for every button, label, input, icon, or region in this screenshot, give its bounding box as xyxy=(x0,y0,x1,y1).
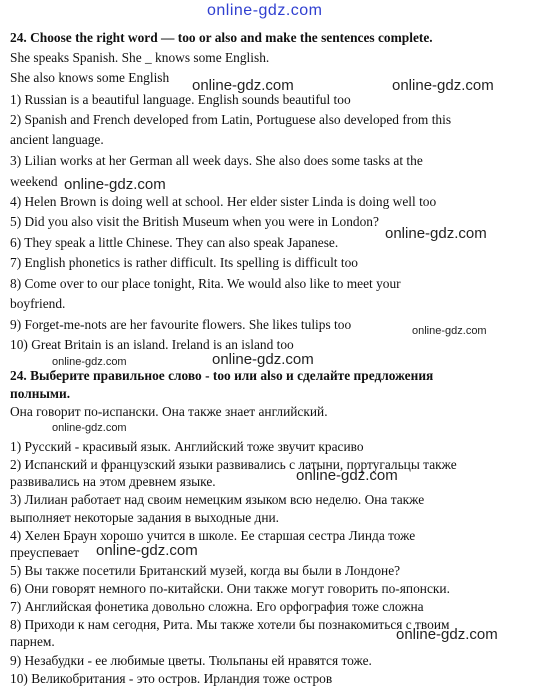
watermark: online-gdz.com xyxy=(396,626,498,643)
sentence-3b-ru: выполняет некоторые задания в выходные дни. xyxy=(10,510,280,525)
sentence-6-ru: 6) Они говорят немного по-китайски. Они также могут говорить по-японски. xyxy=(10,581,450,596)
sentence-5-en: 5) Did you also visit the British Museum when you were in London? xyxy=(10,214,379,229)
example-ru: Она говорит по-испански. Она также знает английский. xyxy=(10,404,328,419)
watermark: online-gdz.com xyxy=(52,356,127,368)
watermark: online-gdz.com xyxy=(296,467,398,484)
sentence-10-en: 10) Great Britain is an island. Ireland is an island too xyxy=(10,337,294,352)
sentence-8b-ru: парнем. xyxy=(10,634,55,649)
sentence-3b-en: weekend xyxy=(10,174,58,189)
watermark: online-gdz.com xyxy=(412,325,487,337)
sentence-8a-en: 8) Come over to our place tonight, Rita. We would also like to meet your xyxy=(10,276,401,291)
sentence-9-ru: 9) Незабудки - ее любимые цветы. Тюльпаны ей нравятся тоже. xyxy=(10,653,372,668)
example-answer-en: She also knows some English xyxy=(10,70,170,85)
sentence-5-ru: 5) Вы также посетили Британский музей, когда вы были в Лондоне? xyxy=(10,563,401,578)
exercise-heading-ru-a: 24. Выберите правильное слово - too или also и сделайте предложения xyxy=(10,368,434,383)
sentence-2a-en: 2) Spanish and French developed from Latin, Portuguese also developed from this xyxy=(10,112,452,127)
watermark: online-gdz.com xyxy=(96,542,198,559)
example-question-en: She speaks Spanish. She _ knows some English. xyxy=(10,50,270,65)
exercise-heading-ru-b: полными. xyxy=(10,386,71,401)
sentence-3a-en: 3) Lilian works at her German all week days. She also does some tasks at the xyxy=(10,153,423,168)
sentence-10-ru: 10) Великобритания - это остров. Ирландия тоже остров xyxy=(10,671,333,686)
sentence-6-en: 6) They speak a little Chinese. They can also speak Japanese. xyxy=(10,235,339,250)
sentence-4a-ru: 4) Хелен Браун хорошо учится в школе. Ее старшая сестра Линда тоже xyxy=(10,528,416,543)
sentence-1-ru: 1) Русский - красивый язык. Английский тоже звучит красиво xyxy=(10,439,364,454)
sentence-2b-en: ancient language. xyxy=(10,132,104,147)
sentence-8b-en: boyfriend. xyxy=(10,296,66,311)
sentence-7-en: 7) English phonetics is rather difficult. Its spelling is difficult too xyxy=(10,255,358,270)
sentence-8a-ru: 8) Приходи к нам сегодня, Рита. Мы также хотели бы познакомиться с твоим xyxy=(10,617,450,632)
top-watermark: online-gdz.com xyxy=(207,2,323,19)
sentence-9-en: 9) Forget-me-nots are her favourite flowers. She likes tulips too xyxy=(10,317,352,332)
sentence-4-en: 4) Helen Brown is doing well at school. Her elder sister Linda is doing well too xyxy=(10,194,437,209)
sentence-1-en: 1) Russian is a beautiful language. English sounds beautiful too xyxy=(10,92,351,107)
watermark: online-gdz.com xyxy=(52,422,127,434)
exercise-heading-en: 24. Choose the right word — too or also and make the sentences complete. xyxy=(10,30,433,45)
sentence-3a-ru: 3) Лилиан работает над своим немецким языком всю неделю. Она также xyxy=(10,492,425,507)
watermark: online-gdz.com xyxy=(212,351,314,368)
sentence-2a-ru: 2) Испанский и французский языки развивались с латыни, португальцы также xyxy=(10,457,457,472)
sentence-4b-ru: преуспевает xyxy=(10,545,80,560)
watermark: online-gdz.com xyxy=(392,77,494,94)
watermark: online-gdz.com xyxy=(64,176,166,193)
sentence-2b-ru: развивались на этом древнем языке. xyxy=(10,474,216,489)
sentence-7-ru: 7) Английская фонетика довольно сложна. Его орфография тоже сложна xyxy=(10,599,424,614)
watermark: online-gdz.com xyxy=(192,77,294,94)
watermark: online-gdz.com xyxy=(385,225,487,242)
